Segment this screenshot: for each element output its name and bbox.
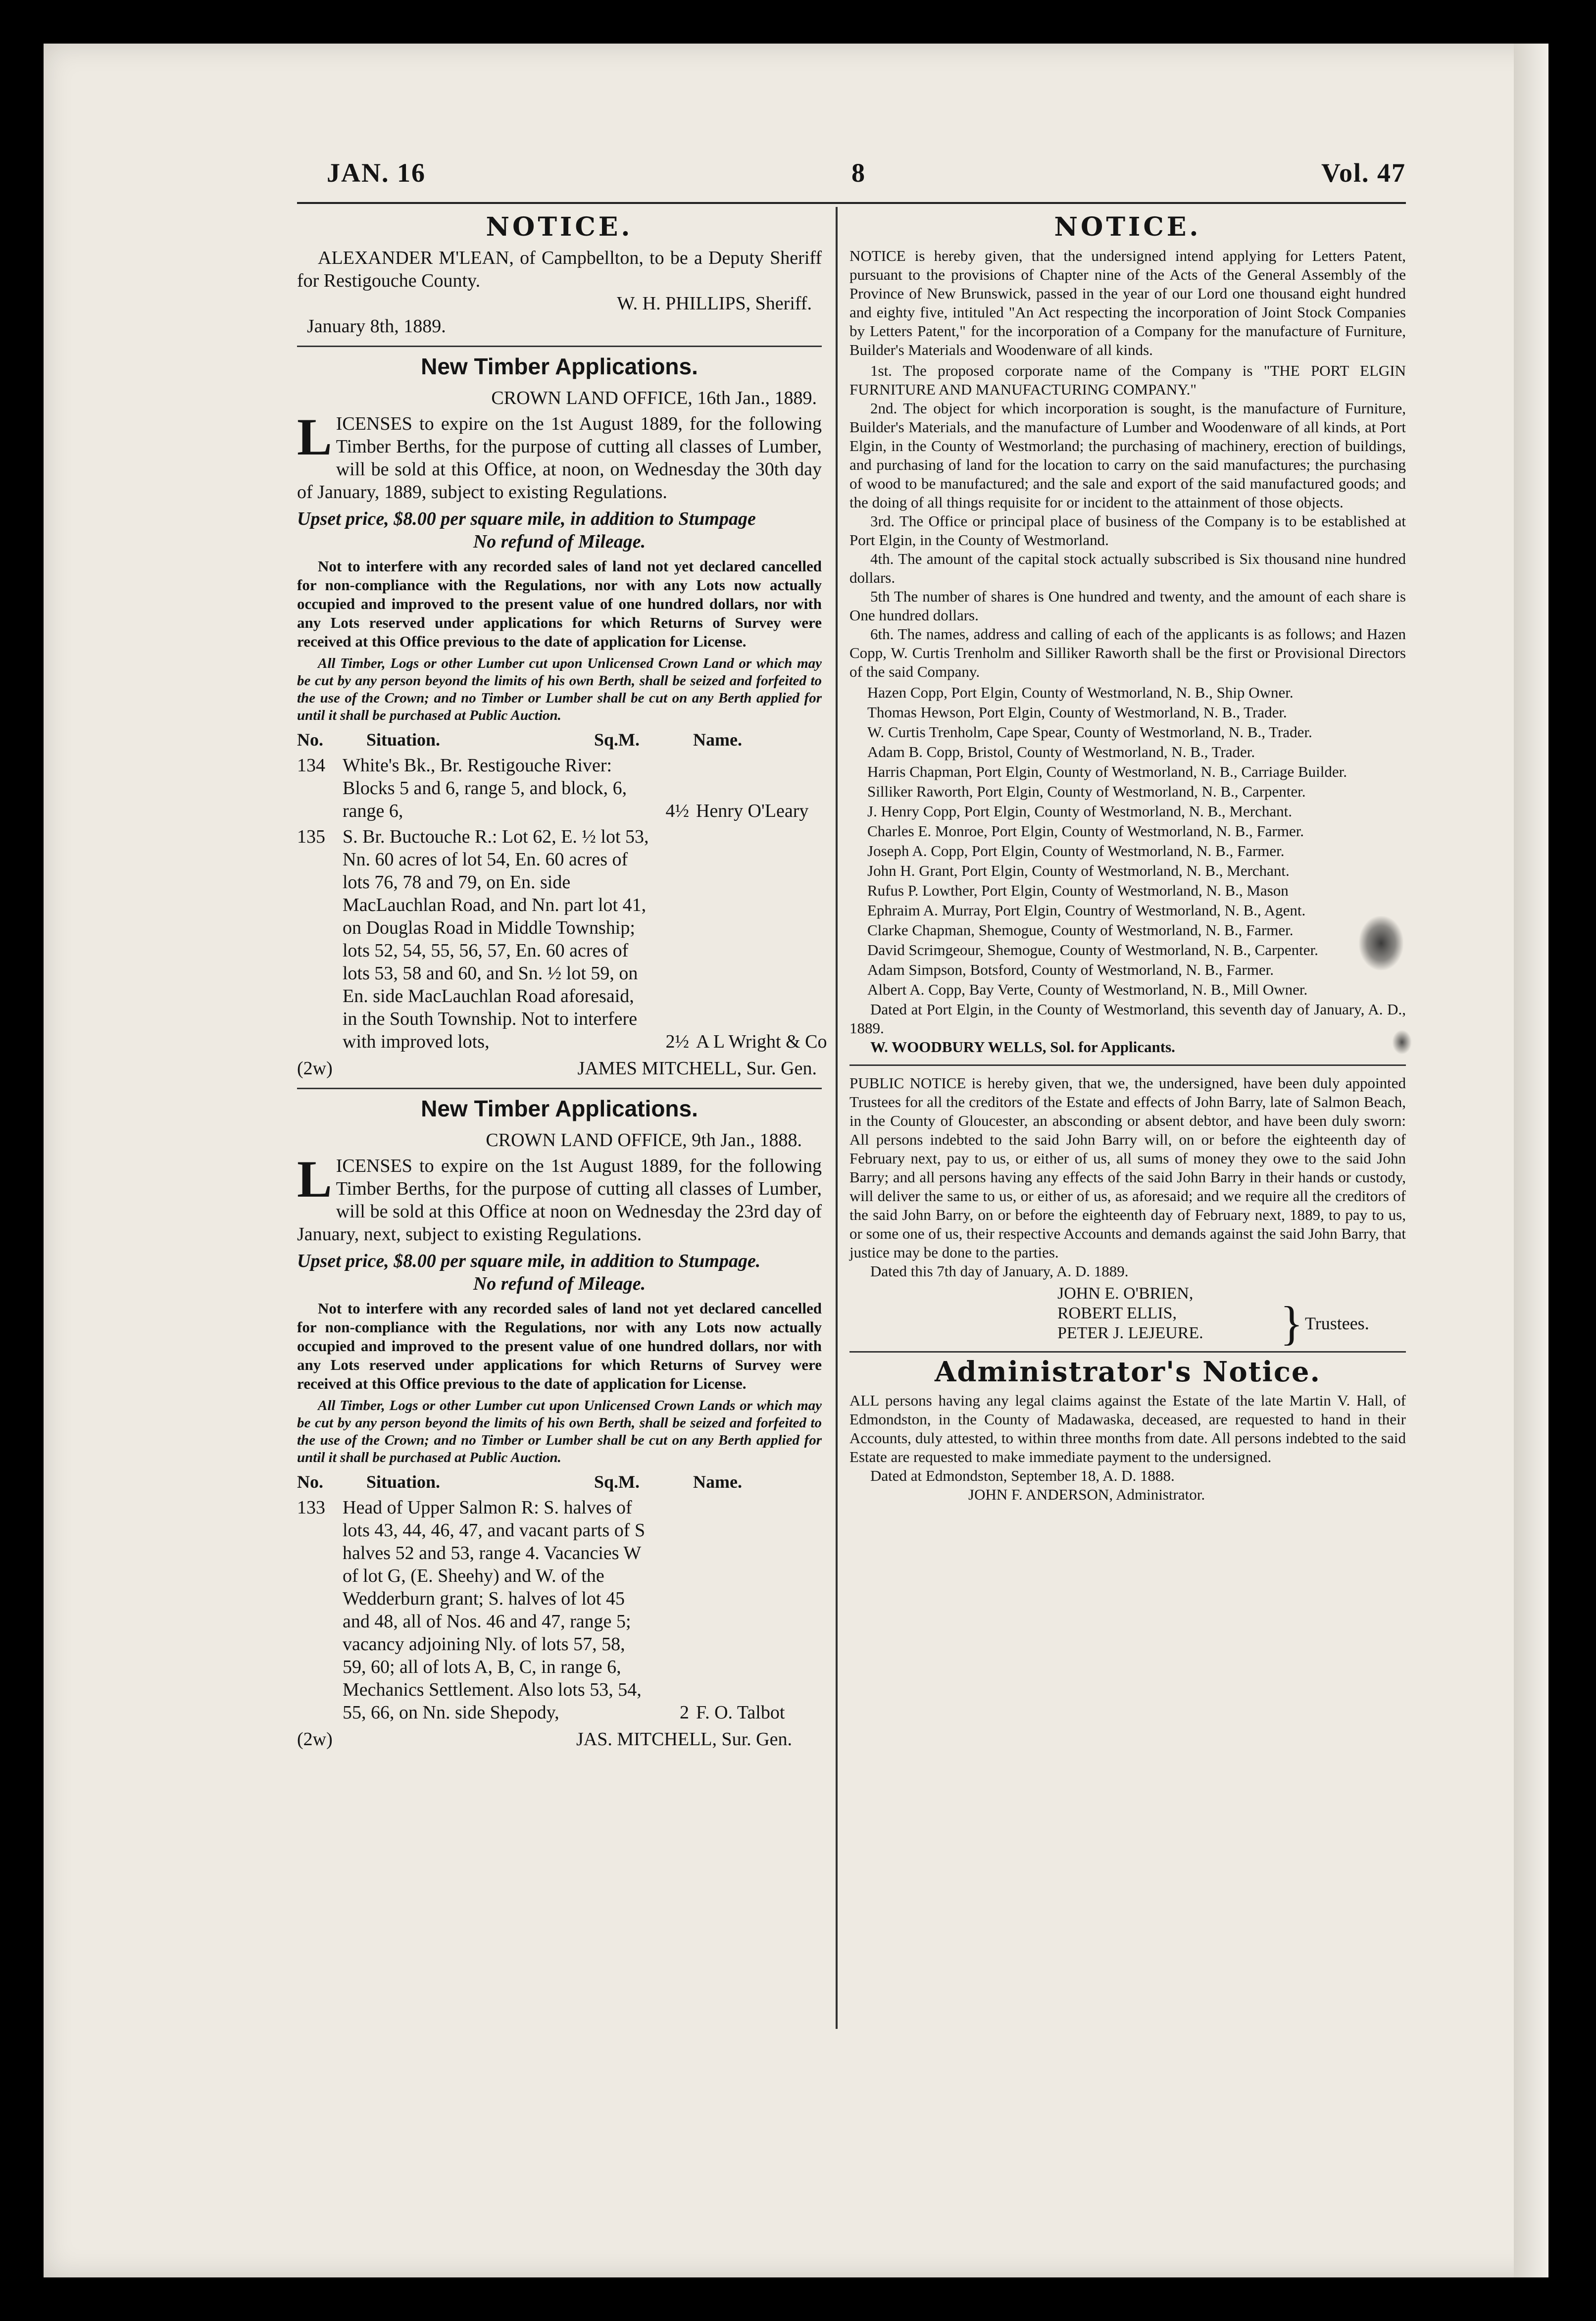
table-header bbox=[297, 728, 822, 751]
office-dateline: CROWN LAND OFFICE, 16th Jan., 1889. bbox=[491, 388, 817, 408]
list-item: Adam B. Copp, Bristol, County of Westmorland, N. B., Trader. bbox=[867, 743, 1255, 760]
trustee-name: PETER J. LEJEURE. bbox=[1057, 1324, 1203, 1342]
row-name: A L Wright & Co bbox=[696, 1031, 827, 1052]
header-page-number: 8 bbox=[851, 158, 866, 188]
table-row bbox=[297, 825, 827, 1053]
trustees-label: Trustees. bbox=[1305, 1313, 1369, 1333]
trustee-signatures bbox=[1057, 1284, 1406, 1350]
incorporation-notice bbox=[849, 212, 1406, 1057]
warning-paragraph: All Timber, Logs or other Lumber cut upon Unlicensed Crown Lands or which may be cut by any person beyond the limits of his own Berth, shall be seized and forfeited to the use of the Crown; and no Timber or Lumber shall be cut on any Berth applied for until it shall be purchased at Public Auction. bbox=[297, 1398, 822, 1465]
list-item: J. Henry Copp, Port Elgin, County of Westmorland, N. B., Merchant. bbox=[867, 803, 1292, 820]
dated-line: Dated at Port Elgin, in the County of Westmorland, this seventh day of January, A. D., 1889. bbox=[849, 1001, 1406, 1037]
trustees-public-notice bbox=[849, 1074, 1406, 1350]
clause-4: 4th. The amount of the capital stock actually subscribed is Six thousand nine hundred dollars. bbox=[849, 550, 1406, 586]
conditions-paragraph: Not to interfere with any recorded sales of land not yet declared cancelled for non-compliance with the Regulations, nor with any Lots now actually occupied and improved to the present value of one hundred dollars, nor with any Lots reserved under applications for which Returns of Survey were received at this Office previous to the date of application for License. bbox=[297, 557, 822, 650]
notice-date: January 8th, 1889. bbox=[307, 316, 446, 337]
mileage-note: No refund of Mileage. bbox=[473, 1273, 646, 1294]
drop-cap: L bbox=[297, 408, 332, 466]
timber-applications-2 bbox=[297, 1097, 822, 1751]
col-name: Name. bbox=[693, 1472, 742, 1492]
list-item: David Scrimgeour, Shemogue, County of Westmorland, N. B., Carpenter. bbox=[867, 941, 1318, 959]
col-situation: Situation. bbox=[366, 1472, 441, 1492]
list-item: Rufus P. Lowther, Port Elgin, County of Westmorland, N. B., Mason bbox=[867, 882, 1289, 899]
admin-notice-dated: Dated at Edmondston, September 18, A. D. 1888. bbox=[870, 1467, 1175, 1484]
signer: JAS. MITCHELL, Sur. Gen. bbox=[576, 1729, 792, 1750]
notice-title: NOTICE. bbox=[486, 212, 633, 242]
col-name: Name. bbox=[693, 730, 742, 750]
row-name: F. O. Talbot bbox=[696, 1702, 785, 1723]
row-sqm: 4½ bbox=[665, 801, 689, 821]
row-sqm: 2 bbox=[680, 1702, 689, 1723]
divider bbox=[297, 1088, 822, 1089]
row-no: 133 bbox=[297, 1497, 325, 1518]
applicant-list bbox=[849, 683, 1406, 999]
admin-notice-text: ALL persons having any legal claims against the Estate of the late Martin V. Hall, of Edmondston, in the County of Madawaska, deceased, are requested to hand in their Accounts, duly attested, to within three months from date. All persons indebted to the said Estate are requested to make immediate payment to the undersigned. bbox=[849, 1392, 1406, 1465]
trustee-name: ROBERT ELLIS, bbox=[1057, 1304, 1177, 1322]
list-item: Adam Simpson, Botsford, County of Westmorland, N. B., Farmer. bbox=[867, 961, 1274, 978]
divider bbox=[297, 346, 822, 347]
signer: JAMES MITCHELL, Sur. Gen. bbox=[577, 1058, 817, 1079]
public-notice-dated: Dated this 7th day of January, A. D. 1889. bbox=[870, 1262, 1129, 1280]
header-volume: Vol. 47 bbox=[1321, 158, 1406, 188]
page-header bbox=[327, 157, 1406, 197]
row-no: 134 bbox=[297, 755, 325, 776]
right-column bbox=[849, 213, 1406, 1504]
list-item: Clarke Chapman, Shemogue, County of Westmorland, N. B., Farmer. bbox=[867, 921, 1294, 939]
list-item: Albert A. Copp, Bay Verte, County of Westmorland, N. B., Mill Owner. bbox=[867, 981, 1308, 998]
list-item: Hazen Copp, Port Elgin, County of Westmorland, N. B., Ship Owner. bbox=[867, 684, 1294, 701]
upset-price: Upset price, $8.00 per square mile, in addition to Stumpage bbox=[297, 508, 756, 529]
clause-2: 2nd. The object for which incorporation is sought, is the manufacture of Furniture, Builder's Materials, and the manufacture of Lumber and Woodenware of all kinds, at Port Elgin, in the County of Westmorland; the purchasing of machinery, erection of buildings, and purchasing of land for the location to carry on the said manufactures; the purchasing of wood to be manufactured; and the sale and export of the said manufactured goods; and the doing of all things requisite for or incident to the attainment of those objects. bbox=[849, 400, 1406, 511]
row-name: Henry O'Leary bbox=[696, 801, 809, 821]
list-item: Thomas Hewson, Port Elgin, County of Westmorland, N. B., Trader. bbox=[867, 704, 1287, 721]
clause-6: 6th. The names, address and calling of each of the applicants is as follows; and Hazen Copp, W. Curtis Trenholm and Silliker Raworth shall be the first or Provisional Directors of the said Company. bbox=[849, 625, 1406, 680]
table-header bbox=[297, 1470, 822, 1493]
row-situation: Head of Upper Salmon R: S. halves of lots 43, 44, 46, 47, and vacant parts of S halves 52 and 53, range 4. Vacancies W of lot G, (E. Sheehy) and W. of the Wedderburn grant; S. halves of lot 45 and 48, all of Nos. 46 and 47, range 5; vacancy adjoining Nly. of lots 57, 58, 59, 60; all of lots A, B, C, in range 6, Mechanics Settlement. Also lots 53, 54, 55, 66, on Nn. side Shepody, bbox=[343, 1497, 646, 1723]
header-rule bbox=[297, 202, 1406, 204]
mileage-note: No refund of Mileage. bbox=[473, 531, 646, 552]
divider bbox=[849, 1351, 1406, 1353]
table-row bbox=[297, 754, 822, 822]
section-heading: New Timber Applications. bbox=[421, 1096, 698, 1121]
sheriff-notice bbox=[297, 212, 822, 338]
col-no: No. bbox=[297, 1472, 323, 1492]
administrator-notice bbox=[849, 1356, 1406, 1504]
ink-smudge bbox=[1359, 916, 1403, 970]
office-dateline: CROWN LAND OFFICE, 9th Jan., 1888. bbox=[486, 1130, 802, 1151]
drop-cap: L bbox=[297, 1150, 332, 1208]
clause-1: 1st. The proposed corporate name of the Company is "THE PORT ELGIN FURNITURE AND MANUFACTURING COMPANY." bbox=[849, 362, 1406, 398]
divider bbox=[849, 1064, 1406, 1066]
list-item: Charles E. Monroe, Port Elgin, County of Westmorland, N. B., Farmer. bbox=[867, 822, 1304, 840]
list-item: W. Curtis Trenholm, Cape Spear, County of Westmorland, N. B., Trader. bbox=[867, 723, 1312, 741]
notice-title: NOTICE. bbox=[1054, 212, 1201, 242]
clause-5: 5th The number of shares is One hundred and twenty, and the amount of each share is One hundred dollars. bbox=[849, 588, 1406, 624]
table-row bbox=[297, 1496, 822, 1724]
intro-text: ICENSES to expire on the 1st August 1889, for the following Timber Berths, for the purpose of cutting all classes of Lumber, will be sold at this Office at noon on Wednesday the 23rd day of January, next, subject to existing Regulations. bbox=[297, 1156, 822, 1245]
brace-icon: } bbox=[1280, 1297, 1303, 1350]
upset-price: Upset price, $8.00 per square mile, in addition to Stumpage. bbox=[297, 1251, 761, 1271]
notice-body: ALEXANDER M'LEAN, of Campbellton, to be a Deputy Sheriff for Restigouche County. bbox=[297, 248, 822, 291]
conditions-paragraph: Not to interfere with any recorded sales of land not yet declared cancelled for non-compliance with the Regulations, nor with any Lots now actually occupied and improved to the present value of one hundred dollars, nor with any Lots reserved under applications for which Returns of Survey were received at this Office previous to the date of application for License. bbox=[297, 1300, 822, 1392]
row-situation: S. Br. Buctouche R.: Lot 62, E. ½ lot 53, Nn. 60 acres of lot 54, En. 60 acres of lots 76, 78 and 79, on En. side MacLauchlan Road, and Nn. part lot 41, on Douglas Road in Middle Township; lots 52, 54, 55, 56, 57, En. 60 acres of lots 53, 58 and 60, and Sn. ½ lot 59, on En. side MacLauchlan Road aforesaid, in the South Township. Not to interfere with improved lots, bbox=[343, 826, 649, 1052]
solicitor-signature: W. WOODBURY WELLS, Sol. for Applicants. bbox=[870, 1038, 1175, 1056]
header-date: JAN. 16 bbox=[327, 158, 426, 188]
intro-text: ICENSES to expire on the 1st August 1889, for the following Timber Berths, for the purpose of cutting all classes of Lumber, will be sold at this Office, at noon, on Wednesday the 30th day of January, 1889, subject to existing Regulations. bbox=[297, 413, 822, 503]
left-column bbox=[297, 212, 827, 1751]
row-sqm: 2½ bbox=[665, 1031, 689, 1052]
signature-line bbox=[297, 1728, 822, 1751]
col-no: No. bbox=[297, 730, 323, 750]
ink-smudge bbox=[1392, 1030, 1412, 1055]
notice-intro: NOTICE is hereby given, that the undersigned intend applying for Letters Patent, pursuant to the provisions of Chapter nine of the Acts of the General Assembly of the Province of New Brunswick, passed in the year of our Lord one thousand eight hundred and eighty five, intituled "An Act respecting the incorporation of Joint Stock Companies by Letters Patent," for the incorporation of a Company for the manufacture of Furniture, Builder's Materials and Woodenware of all kinds. bbox=[849, 247, 1406, 358]
row-situation: White's Bk., Br. Restigouche River: Blocks 5 and 6, range 5, and block, 6, range 6, bbox=[343, 755, 627, 821]
run-tag: (2w) bbox=[297, 1058, 333, 1079]
notice-title: Administrator's Notice. bbox=[934, 1356, 1321, 1388]
trustee-name: JOHN E. O'BRIEN, bbox=[1057, 1284, 1194, 1303]
warning-paragraph: All Timber, Logs or other Lumber cut upon Unlicensed Crown Land or which may be cut by any person beyond the limits of his own Berth, shall be seized and forfeited to the use of the Crown; and no Timber or Lumber shall be cut on any Berth applied for until it shall be purchased at Public Auction. bbox=[297, 656, 822, 723]
public-notice-text: PUBLIC NOTICE is hereby given, that we, the undersigned, have been duly appointed Trustees for all the creditors of the Estate and effects of John Barry, late of Salmon Beach, in the County of Gloucester, an absconding or absent debtor, and have been duly sworn: All persons indebted to the said John Barry will, on or before the eighteenth day of February next, pay to us, or either of us, all sums of money they owe to the said John Barry; and all persons having any effects of the said John Barry in their hands or custody, will deliver the same to us, or either of us, as aforesaid; and we require all the creditors of the said John Barry, on or before the eighteenth day of February next, 1889, to pay to us, or some one of us, their respective Accounts and demands against the said John Barry, that justice may be done to the parties. bbox=[849, 1074, 1406, 1261]
list-item: Silliker Raworth, Port Elgin, County of Westmorland, N. B., Carpenter. bbox=[867, 783, 1306, 800]
col-sqm: Sq.M. bbox=[594, 730, 640, 750]
column-divider bbox=[836, 207, 838, 2029]
col-sqm: Sq.M. bbox=[594, 1472, 640, 1492]
list-item: Joseph A. Copp, Port Elgin, County of Westmorland, N. B., Farmer. bbox=[867, 842, 1285, 859]
col-situation: Situation. bbox=[366, 730, 441, 750]
admin-signer: JOHN F. ANDERSON, Administrator. bbox=[968, 1486, 1205, 1503]
run-tag: (2w) bbox=[297, 1729, 333, 1750]
list-item: Harris Chapman, Port Elgin, County of Westmorland, N. B., Carriage Builder. bbox=[867, 763, 1347, 780]
row-no: 135 bbox=[297, 826, 325, 847]
signature-line bbox=[297, 1057, 822, 1080]
section-heading: New Timber Applications. bbox=[421, 353, 698, 379]
list-item: Ephraim A. Murray, Port Elgin, Country of Westmorland, N. B., Agent. bbox=[867, 902, 1306, 919]
clause-3: 3rd. The Office or principal place of business of the Company is to be established at Port Elgin, in the County of Westmorland. bbox=[849, 512, 1406, 549]
timber-applications-1 bbox=[297, 353, 827, 1080]
page-edge bbox=[1514, 44, 1548, 2277]
notice-signer: W. H. PHILLIPS, Sheriff. bbox=[617, 293, 812, 314]
list-item: John H. Grant, Port Elgin, County of Westmorland, N. B., Merchant. bbox=[867, 862, 1290, 879]
